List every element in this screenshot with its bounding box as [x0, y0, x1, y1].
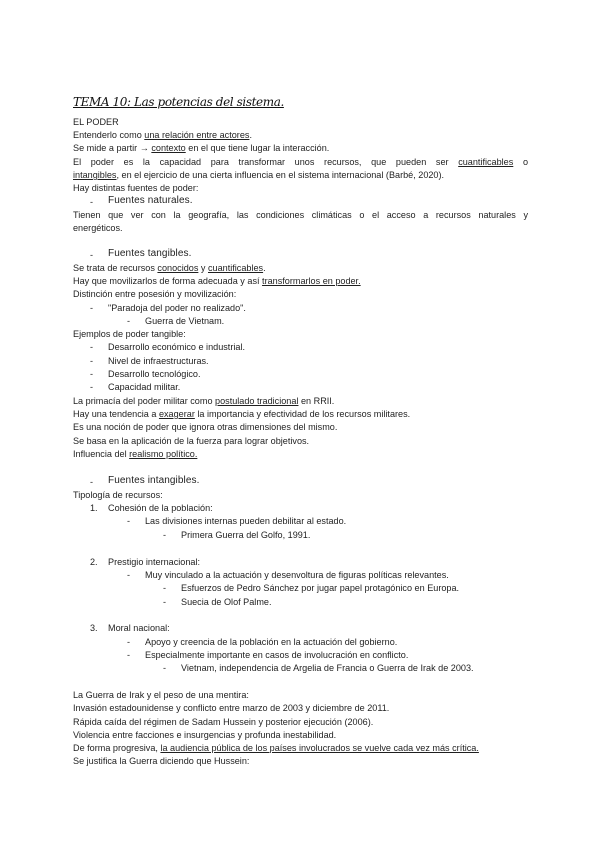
paragraph-line: Ejemplos de poder tangible: [73, 329, 186, 339]
list-item: Nivel de infraestructuras. [108, 356, 209, 366]
paragraph-line: Distinción entre posesión y movilización: [73, 289, 237, 299]
paragraph-line: Influencia del realismo político. [73, 449, 198, 459]
paragraph-line: Hay una tendencia a exagerar la importancia y efectividad de los recursos militares. [73, 409, 411, 419]
bullet-marker: - [90, 303, 94, 313]
paragraph-line: Hay que movilizarlos de forma adecuada y así transformarlos en poder. [73, 276, 361, 286]
list-item: Apoyo y creencia de la población en la actuación del gobierno. [145, 637, 398, 647]
paragraph-line: Se basa en la aplicación de la fuerza para lograr objetivos. [73, 436, 310, 446]
page-title: TEMA 10: Las potencias del sistema. [73, 95, 284, 109]
list-item: Especialmente importante en casos de involucración en conflicto. [145, 650, 409, 660]
bullet-marker: - [127, 650, 131, 660]
subheading-tangibles: Fuentes tangibles. [108, 248, 192, 259]
paragraph-line: intangibles, en el ejercicio de una cierta influencia en el sistema internacional (Barbé, 2020). [73, 170, 445, 180]
bullet-marker: - [90, 382, 94, 392]
paragraph-line: Tienen que ver con la geografía, las condiciones climáticas o el acceso a recursos naturales y [73, 210, 528, 220]
list-item: Muy vinculado a la actuación y desenvoltura de figuras políticas relevantes. [145, 570, 449, 580]
bullet-marker: - [90, 477, 94, 487]
bullet-marker: - [90, 342, 94, 352]
bullet-marker: - [90, 250, 94, 260]
subheading-naturales: Fuentes naturales. [108, 195, 193, 206]
paragraph-line: energéticos. [73, 223, 123, 233]
paragraph-line: El poder es la capacidad para transformar unos recursos, que pueden ser cuantificables o [73, 157, 528, 167]
paragraph-line: Rápida caída del régimen de Sadam Hussein y posterior ejecución (2006). [73, 717, 374, 727]
list-item: Desarrollo económico e industrial. [108, 342, 245, 352]
paragraph-line: Hay distintas fuentes de poder: [73, 183, 199, 193]
list-item: Primera Guerra del Golfo, 1991. [181, 530, 311, 540]
bullet-marker: - [163, 530, 167, 540]
bullet-marker: - [127, 570, 131, 580]
list-item: Cohesión de la población: [108, 503, 213, 513]
paragraph-line: Se justifica la Guerra diciendo que Hussein: [73, 756, 250, 766]
paragraph-line: Entenderlo como una relación entre actores. [73, 130, 252, 140]
list-item: Desarrollo tecnológico. [108, 369, 201, 379]
list-number: 3. [90, 623, 98, 633]
section-heading-poder: EL PODER [73, 117, 119, 127]
list-item: Guerra de Vietnam. [145, 316, 225, 326]
bullet-marker: - [163, 663, 167, 673]
list-item: Las divisiones internas pueden debilitar al estado. [145, 516, 347, 526]
paragraph-line: Tipología de recursos: [73, 490, 163, 500]
bullet-marker: - [90, 356, 94, 366]
bullet-marker: - [127, 516, 131, 526]
bullet-marker: - [163, 583, 167, 593]
paragraph-line: Se trata de recursos conocidos y cuantificables. [73, 263, 266, 273]
subheading-intangibles: Fuentes intangibles. [108, 475, 200, 486]
bullet-marker: - [90, 197, 94, 207]
list-item: Moral nacional: [108, 623, 170, 633]
bullet-marker: - [163, 597, 167, 607]
paragraph-line: Se mide a partir → contexto en el que tiene lugar la interacción. [73, 143, 330, 153]
list-item: "Paradoja del poder no realizado". [108, 303, 246, 313]
list-item: Prestigio internacional: [108, 557, 200, 567]
paragraph-line: De forma progresiva, la audiencia pública de los países involucrados se vuelve cada vez más crítica. [73, 743, 479, 753]
paragraph-line: La primacía del poder militar como postulado tradicional en RRII. [73, 396, 335, 406]
bullet-marker: - [127, 316, 131, 326]
list-number: 2. [90, 557, 98, 567]
paragraph-line: Es una noción de poder que ignora otras dimensiones del mismo. [73, 422, 338, 432]
paragraph-line: Violencia entre facciones e insurgencias y profunda inestabilidad. [73, 730, 337, 740]
bullet-marker: - [127, 637, 131, 647]
list-item: Vietnam, independencia de Argelia de Francia o Guerra de Irak de 2003. [181, 663, 474, 673]
paragraph-line: La Guerra de Irak y el peso de una mentira: [73, 690, 249, 700]
paragraph-line: Invasión estadounidense y conflicto entre marzo de 2003 y diciembre de 2011. [73, 703, 390, 713]
list-number: 1. [90, 503, 98, 513]
list-item: Suecia de Olof Palme. [181, 597, 272, 607]
bullet-marker: - [90, 369, 94, 379]
list-item: Capacidad militar. [108, 382, 181, 392]
list-item: Esfuerzos de Pedro Sánchez por jugar papel protagónico en Europa. [181, 583, 460, 593]
